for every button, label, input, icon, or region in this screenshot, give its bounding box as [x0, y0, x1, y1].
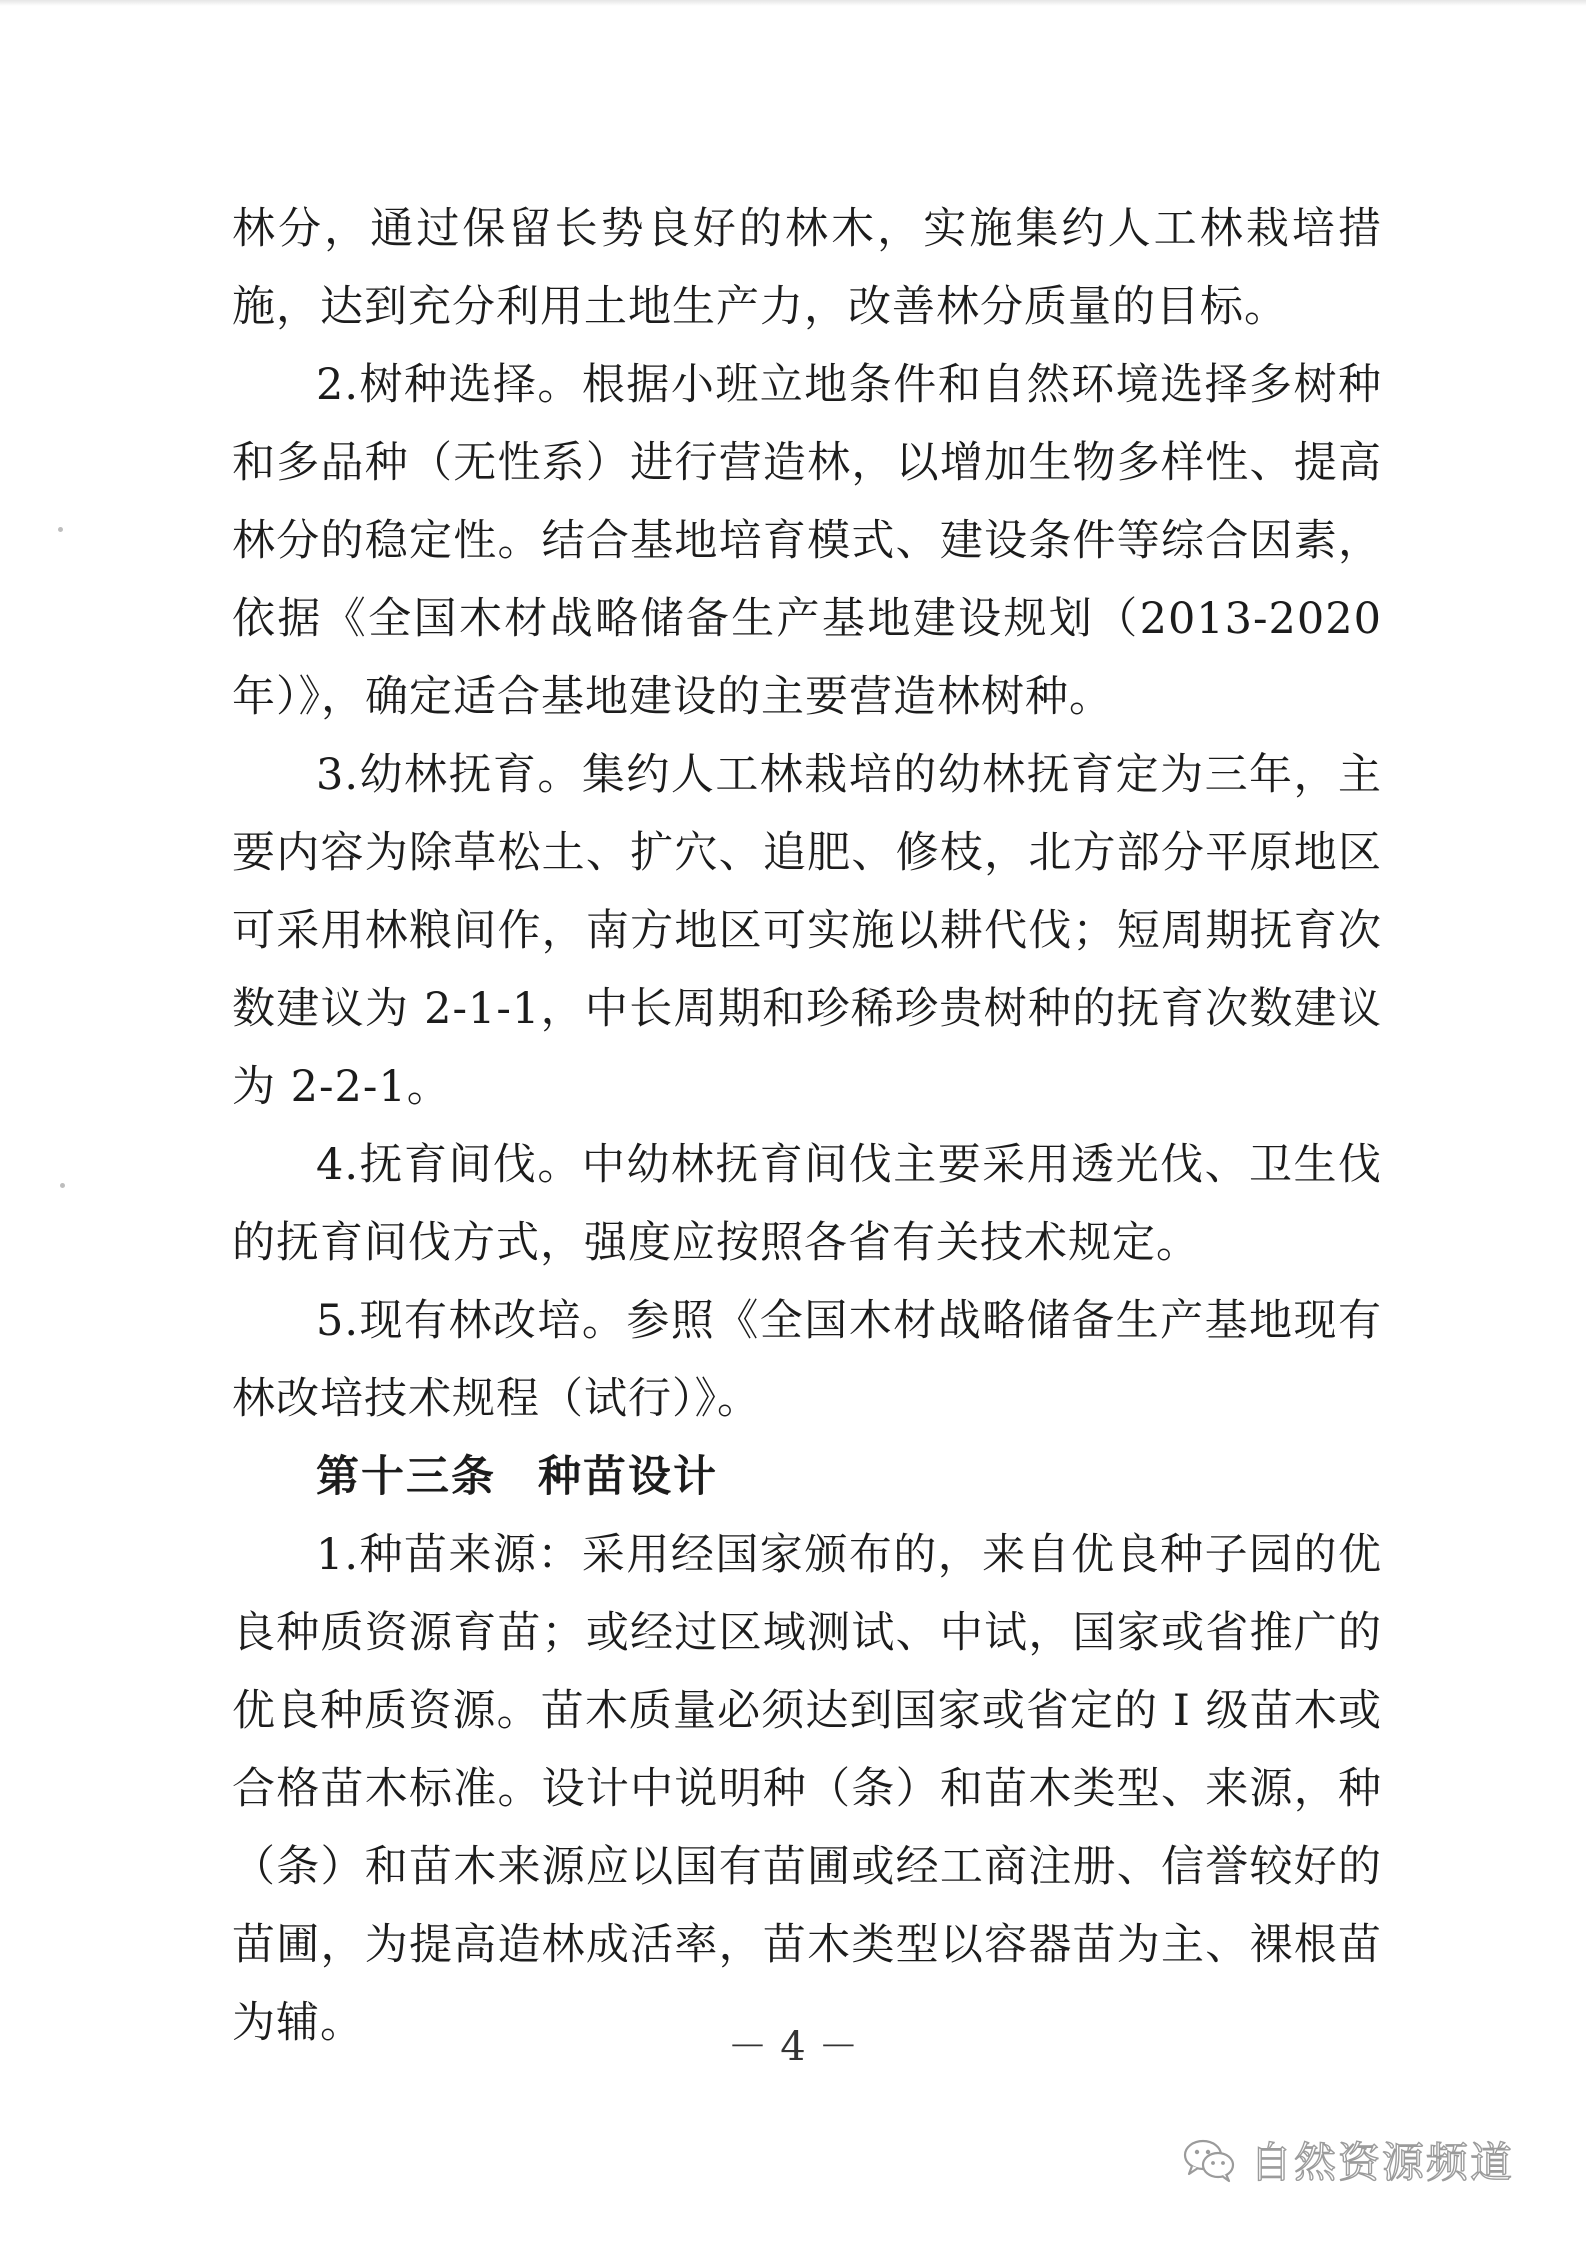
paragraph-young-forest-tending: 3.幼林抚育。集约人工林栽培的幼林抚育定为三年，主要内容为除草松土、扩穴、追肥、修枝，北方部分平原地区可采用林粮间作，南方地区可实施以耕代伐；短周期抚育次数建议为 2-1-1，中长周期和珍稀珍贵树种的抚育次数建议为 2-2-1。	[232, 750, 1382, 1112]
watermark-text: 自然资源频道	[1249, 2138, 1514, 2187]
paragraph-thinning: 4.抚育间伐。中幼林抚育间伐主要采用透光伐、卫生伐的抚育间伐方式，强度应按照各省有关技术规定。	[232, 1140, 1382, 1268]
paragraph-existing-forest: 5.现有林改培。参照《全国木材战略储备生产基地现有林改培技术规程（试行）》。	[232, 1296, 1382, 1424]
paragraph-continuation: 林分，通过保留长势良好的林木，实施集约人工林栽培措施，达到充分利用土地生产力，改善林分质量的目标。	[232, 204, 1382, 332]
article-number: 第十三条	[316, 1452, 496, 1502]
scan-speck	[58, 527, 63, 532]
document-body	[232, 190, 1382, 2062]
scan-speck	[60, 1183, 65, 1188]
article-title: 种苗设计	[538, 1452, 718, 1502]
paragraph-seedling-source: 1.种苗来源：采用经国家颁布的，来自优良种子园的优良种质资源育苗；或经过区域测试、中试，国家或省推广的优良种质资源。苗木质量必须达到国家或省定的 I 级苗木或合格苗木标准。设计中说明种（条）和苗木类型、来源，种（条）和苗木来源应以国有苗圃或经工商注册、信誉较好的苗圃，为提高造林成活率，苗木类型以容器苗为主、裸根苗为辅。	[232, 1530, 1382, 2048]
paragraph-species-selection: 2.树种选择。根据小班立地条件和自然环境选择多树种和多品种（无性系）进行营造林，以增加生物多样性、提高林分的稳定性。结合基地培育模式、建设条件等综合因素，依据《全国木材战略储备生产基地建设规划（2013-2020 年）》，确定适合基地建设的主要营造林树种。	[232, 360, 1382, 722]
page-number: － 4 －	[727, 2024, 859, 2070]
wechat-icon	[1182, 2136, 1238, 2184]
scan-top-edge	[0, 0, 1586, 6]
article-heading	[232, 1438, 1382, 1516]
watermark	[1182, 2130, 1514, 2190]
